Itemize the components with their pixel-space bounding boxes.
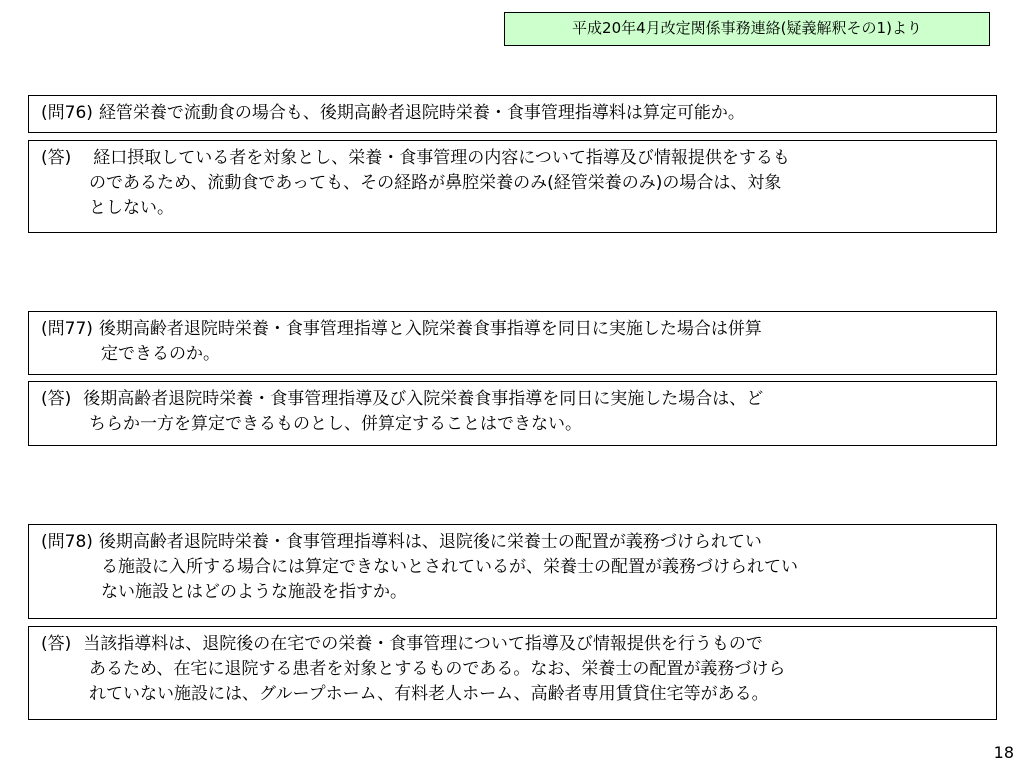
question-label: (問78)	[41, 532, 93, 552]
answer-label: (答)	[41, 389, 72, 409]
answer-text: としない。	[89, 198, 174, 218]
question-line	[41, 530, 986, 555]
answer-text: のであるため、流動食であっても、その経路が鼻腔栄養のみ(経管栄養のみ)の場合は、対象	[89, 173, 782, 193]
source-note: 平成20年4月改定関係事務連絡(疑義解釈その1)より	[504, 12, 990, 46]
question-label: (問77)	[41, 319, 93, 339]
question-box-77	[28, 311, 997, 375]
answer-line	[41, 632, 986, 657]
question-text: 後期高齢者退院時栄養・食事管理指導と入院栄養食事指導を同日に実施した場合は併算	[98, 319, 762, 339]
question-box-76	[28, 95, 997, 133]
answer-label: (答)	[41, 634, 72, 654]
answer-text: 後期高齢者退院時栄養・食事管理指導及び入院栄養食事指導を同日に実施した場合は、ど	[83, 389, 764, 409]
question-label: (問76)	[41, 103, 93, 123]
answer-box-78	[28, 626, 997, 720]
question-line	[41, 317, 986, 342]
answer-box-76	[28, 140, 997, 233]
answer-text: 経口摂取している者を対象とし、栄養・食事管理の内容について指導及び情報提供をするも	[93, 148, 790, 168]
question-text: 定できるのか。	[101, 344, 220, 364]
question-text: る施設に入所する場合には算定できないとされているが、栄養士の配置が義務づけられてい	[101, 557, 798, 577]
answer-box-77	[28, 381, 997, 446]
answer-label: (答)	[41, 148, 72, 168]
answer-line	[41, 146, 986, 171]
question-line	[41, 101, 986, 126]
question-text: 経管栄養で流動食の場合も、後期高齢者退院時栄養・食事管理指導料は算定可能か。	[98, 103, 745, 123]
page-number: 18	[993, 743, 1014, 762]
question-text: 後期高齢者退院時栄養・食事管理指導料は、退院後に栄養士の配置が義務づけられてい	[98, 532, 762, 552]
question-text: ない施設とはどのような施設を指すか。	[101, 582, 407, 602]
answer-text: 当該指導料は、退院後の在宅での栄養・食事管理について指導及び情報提供を行うもので	[83, 634, 763, 654]
answer-text: れていない施設には、グループホーム、有料老人ホーム、高齢者専用賃貸住宅等がある。	[89, 684, 769, 704]
answer-text: ちらか一方を算定できるものとし、併算定することはできない。	[89, 414, 582, 434]
answer-text: あるため、在宅に退院する患者を対象とするものである。なお、栄養士の配置が義務づけら	[89, 659, 786, 679]
answer-line	[41, 387, 986, 412]
question-box-78	[28, 524, 997, 619]
